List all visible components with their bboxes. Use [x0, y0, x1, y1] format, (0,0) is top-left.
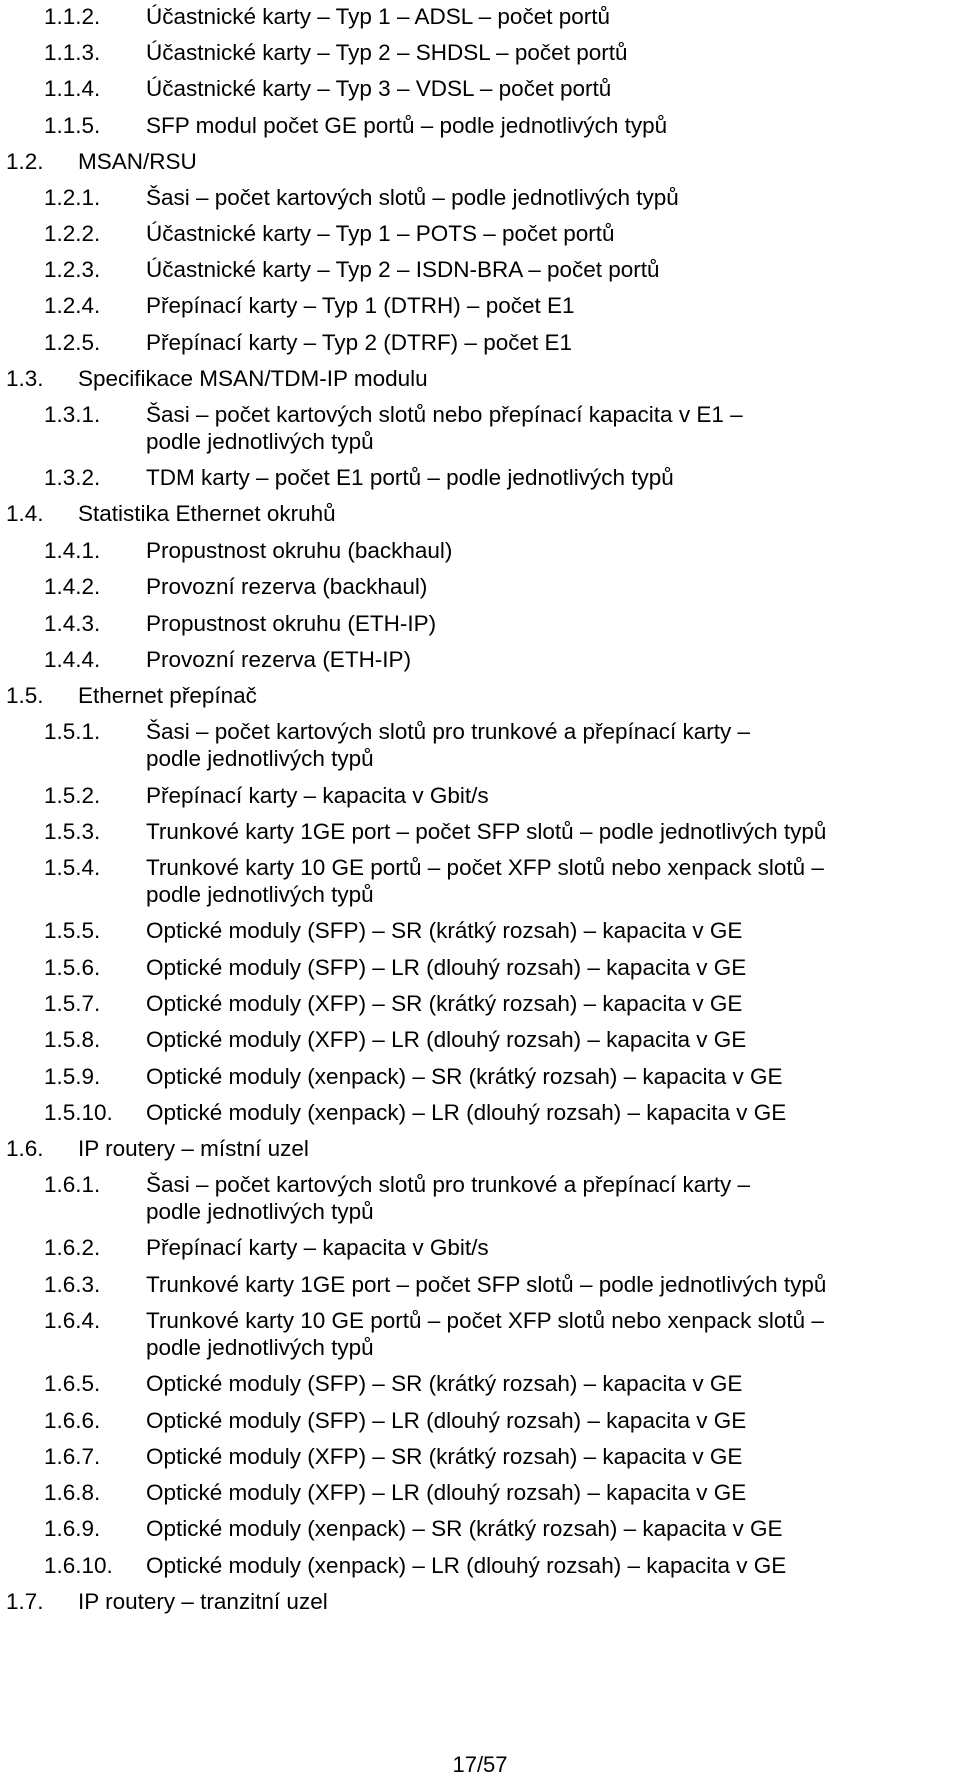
outline-text: Účastnické karty – Typ 1 – ADSL – počet portů — [146, 4, 610, 29]
outline-number: 1.4.2. — [44, 574, 101, 599]
outline-text: SFP modul počet GE portů – podle jednotlivých typů — [146, 113, 668, 138]
outline-number: 1.4.4. — [44, 647, 101, 672]
outline-text: Šasi – počet kartových slotů – podle jednotlivých typů — [146, 185, 679, 210]
outline-number: 1.3. — [6, 366, 44, 391]
outline-text: Přepínací karty – kapacita v Gbit/s — [146, 1235, 489, 1260]
outline-text: Šasi – počet kartových slotů pro trunkové a přepínací karty – — [146, 719, 751, 744]
outline-item — [0, 955, 960, 985]
outline-item — [0, 1272, 960, 1302]
outline-item — [0, 465, 960, 495]
outline-continuation — [0, 429, 960, 459]
outline-number: 1.6.4. — [44, 1308, 101, 1333]
outline-text: podle jednotlivých typů — [146, 746, 374, 771]
outline-number: 1.5.6. — [44, 955, 101, 980]
outline-text: Provozní rezerva (backhaul) — [146, 574, 428, 599]
outline-item — [0, 1235, 960, 1265]
outline-item — [0, 1444, 960, 1474]
outline-number: 1.5.2. — [44, 783, 101, 808]
outline-item — [0, 1589, 960, 1619]
outline-text: Přepínací karty – kapacita v Gbit/s — [146, 783, 489, 808]
outline-number: 1.5.4. — [44, 855, 101, 880]
outline-number: 1.6.9. — [44, 1516, 101, 1541]
outline-text: Provozní rezerva (ETH-IP) — [146, 647, 412, 672]
outline-item — [0, 819, 960, 849]
outline-item — [0, 501, 960, 531]
outline-text: Optické moduly (xenpack) – SR (krátký rozsah) – kapacita v GE — [146, 1064, 783, 1089]
outline-text: Přepínací karty – Typ 1 (DTRH) – počet E1 — [146, 293, 575, 318]
outline-item — [0, 1064, 960, 1094]
outline-item — [0, 1408, 960, 1438]
outline-number: 1.5.7. — [44, 991, 101, 1016]
outline-item — [0, 113, 960, 143]
outline-item — [0, 40, 960, 70]
outline-text: Propustnost okruhu (backhaul) — [146, 538, 453, 563]
outline-number: 1.1.2. — [44, 4, 101, 29]
outline-number: 1.5.5. — [44, 918, 101, 943]
outline-text: Specifikace MSAN/TDM-IP modulu — [78, 366, 428, 391]
outline-item — [0, 783, 960, 813]
outline-number: 1.2.3. — [44, 257, 101, 282]
outline-item — [0, 1308, 960, 1338]
outline-item — [0, 149, 960, 179]
outline-number: 1.5.9. — [44, 1064, 101, 1089]
outline-number: 1.6.8. — [44, 1480, 101, 1505]
outline-text: Optické moduly (SFP) – SR (krátký rozsah) – kapacita v GE — [146, 918, 743, 943]
outline-item — [0, 293, 960, 323]
outline-text: Ethernet přepínač — [78, 683, 257, 708]
outline-text: podle jednotlivých typů — [146, 1199, 374, 1224]
outline-item — [0, 683, 960, 713]
outline-text: Optické moduly (XFP) – LR (dlouhý rozsah) – kapacita v GE — [146, 1027, 747, 1052]
outline-number: 1.5.8. — [44, 1027, 101, 1052]
outline-text: Trunkové karty 1GE port – počet SFP slotů – podle jednotlivých typů — [146, 819, 827, 844]
outline-number: 1.6. — [6, 1136, 44, 1161]
outline-item — [0, 185, 960, 215]
outline-text: Trunkové karty 1GE port – počet SFP slotů – podle jednotlivých typů — [146, 1272, 827, 1297]
outline-item — [0, 1136, 960, 1166]
outline-item — [0, 1516, 960, 1546]
outline-text: Trunkové karty 10 GE portů – počet XFP slotů nebo xenpack slotů – — [146, 855, 824, 880]
outline-number: 1.6.1. — [44, 1172, 101, 1197]
outline-continuation — [0, 1335, 960, 1365]
outline-item — [0, 330, 960, 360]
outline-item — [0, 719, 960, 749]
outline-text: Přepínací karty – Typ 2 (DTRF) – počet E1 — [146, 330, 573, 355]
outline-number: 1.2.1. — [44, 185, 101, 210]
outline-text: Optické moduly (xenpack) – LR (dlouhý rozsah) – kapacita v GE — [146, 1553, 787, 1578]
outline-text: MSAN/RSU — [78, 149, 197, 174]
outline-number: 1.2. — [6, 149, 44, 174]
outline-number: 1.4. — [6, 501, 44, 526]
outline-text: Propustnost okruhu (ETH-IP) — [146, 611, 437, 636]
outline-number: 1.6.7. — [44, 1444, 101, 1469]
outline-text: IP routery – tranzitní uzel — [78, 1589, 328, 1614]
outline-item — [0, 4, 960, 34]
outline-number: 1.1.3. — [44, 40, 101, 65]
outline-number: 1.5.3. — [44, 819, 101, 844]
outline-text: podle jednotlivých typů — [146, 429, 374, 454]
outline-item — [0, 1027, 960, 1057]
outline-text: Optické moduly (XFP) – SR (krátký rozsah) – kapacita v GE — [146, 1444, 743, 1469]
outline-number: 1.6.10. — [44, 1553, 113, 1578]
outline-item — [0, 1100, 960, 1130]
outline-number: 1.1.5. — [44, 113, 101, 138]
outline-text: Účastnické karty – Typ 3 – VDSL – počet portů — [146, 76, 612, 101]
outline-text: Optické moduly (SFP) – LR (dlouhý rozsah) – kapacita v GE — [146, 1408, 747, 1433]
outline-number: 1.5.10. — [44, 1100, 113, 1125]
outline-item — [0, 574, 960, 604]
outline-text: Statistika Ethernet okruhů — [78, 501, 336, 526]
outline-number: 1.4.1. — [44, 538, 101, 563]
outline-number: 1.3.2. — [44, 465, 101, 490]
outline-item — [0, 538, 960, 568]
outline-text: podle jednotlivých typů — [146, 1335, 374, 1360]
outline-item — [0, 1553, 960, 1583]
outline-item — [0, 647, 960, 677]
outline-number: 1.6.5. — [44, 1371, 101, 1396]
outline-item — [0, 918, 960, 948]
page-number: 17/57 — [452, 1752, 508, 1777]
outline-number: 1.7. — [6, 1589, 44, 1614]
outline-number: 1.6.3. — [44, 1272, 101, 1297]
outline-number: 1.4.3. — [44, 611, 101, 636]
outline-item — [0, 221, 960, 251]
outline-item — [0, 257, 960, 287]
outline-item — [0, 611, 960, 641]
outline-text: Šasi – počet kartových slotů nebo přepínací kapacita v E1 – — [146, 402, 743, 427]
outline-text: Účastnické karty – Typ 2 – SHDSL – počet portů — [146, 40, 628, 65]
outline-item — [0, 1371, 960, 1401]
outline-item — [0, 76, 960, 106]
outline-text: Optické moduly (XFP) – LR (dlouhý rozsah) – kapacita v GE — [146, 1480, 747, 1505]
outline-number: 1.3.1. — [44, 402, 101, 427]
outline-text: TDM karty – počet E1 portů – podle jednotlivých typů — [146, 465, 674, 490]
outline-item — [0, 366, 960, 396]
outline-number: 1.2.4. — [44, 293, 101, 318]
outline-text: Účastnické karty – Typ 2 – ISDN-BRA – počet portů — [146, 257, 660, 282]
outline-text: Trunkové karty 10 GE portů – počet XFP slotů nebo xenpack slotů – — [146, 1308, 824, 1333]
outline-continuation — [0, 1199, 960, 1229]
outline-number: 1.2.5. — [44, 330, 101, 355]
outline-text: podle jednotlivých typů — [146, 882, 374, 907]
outline-text: Šasi – počet kartových slotů pro trunkové a přepínací karty – — [146, 1172, 751, 1197]
outline-number: 1.1.4. — [44, 76, 101, 101]
outline-item — [0, 402, 960, 432]
outline-text: Optické moduly (XFP) – SR (krátký rozsah) – kapacita v GE — [146, 991, 743, 1016]
outline-number: 1.2.2. — [44, 221, 101, 246]
outline-text: Účastnické karty – Typ 1 – POTS – počet portů — [146, 221, 615, 246]
outline-number: 1.5.1. — [44, 719, 101, 744]
outline-item — [0, 855, 960, 885]
outline-item — [0, 1172, 960, 1202]
outline-continuation — [0, 746, 960, 776]
outline-number: 1.6.6. — [44, 1408, 101, 1433]
outline-text: Optické moduly (SFP) – LR (dlouhý rozsah) – kapacita v GE — [146, 955, 747, 980]
outline-text: Optické moduly (xenpack) – LR (dlouhý rozsah) – kapacita v GE — [146, 1100, 787, 1125]
outline-text: IP routery – místní uzel — [78, 1136, 309, 1161]
outline-number: 1.6.2. — [44, 1235, 101, 1260]
outline-text: Optické moduly (SFP) – SR (krátký rozsah) – kapacita v GE — [146, 1371, 743, 1396]
outline-item — [0, 991, 960, 1021]
outline-text: Optické moduly (xenpack) – SR (krátký rozsah) – kapacita v GE — [146, 1516, 783, 1541]
outline-number: 1.5. — [6, 683, 44, 708]
outline-continuation — [0, 882, 960, 912]
outline-item — [0, 1480, 960, 1510]
